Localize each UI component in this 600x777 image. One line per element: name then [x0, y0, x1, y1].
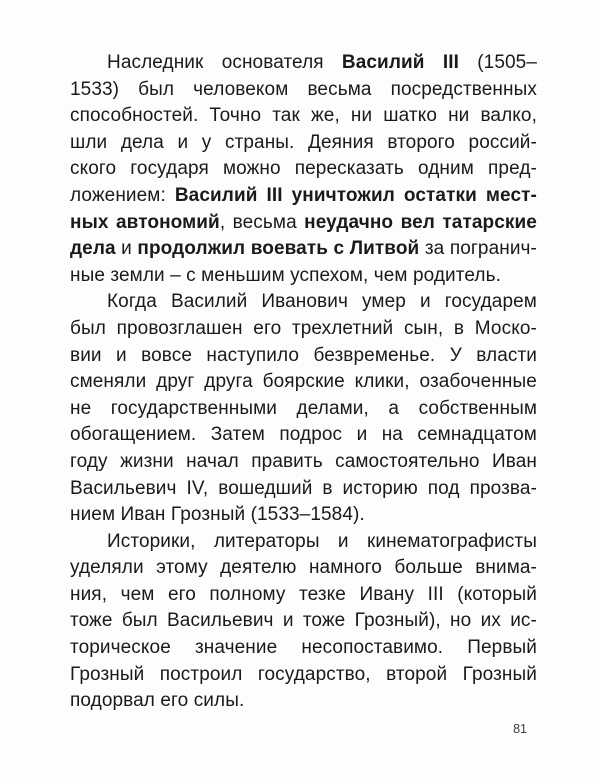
text-line	[70, 476, 537, 503]
text-line	[70, 688, 537, 715]
text-token: вовсе	[141, 344, 193, 366]
text-line	[70, 316, 537, 343]
text-token: дела	[70, 238, 116, 260]
text-line	[70, 210, 537, 237]
text-token: и	[282, 610, 294, 632]
text-token: Затем	[210, 424, 265, 446]
text-token: на	[381, 424, 403, 446]
text-token: Первый	[467, 637, 537, 659]
page-footer	[0, 722, 527, 737]
text-token: власти	[476, 344, 537, 366]
text-token: Наследник	[107, 52, 204, 73]
text-line	[70, 555, 537, 582]
text-token: III	[427, 583, 444, 605]
text-token: погранич-	[449, 238, 537, 260]
text-token: этому	[156, 557, 208, 579]
text-token: основателя	[221, 52, 324, 73]
text-token: ни	[350, 105, 373, 127]
text-line	[70, 449, 537, 476]
text-token: пред-	[488, 158, 537, 180]
text-line	[70, 662, 537, 689]
text-token: тезке	[299, 583, 346, 605]
text-token: (1505–	[477, 52, 537, 73]
text-token: У	[449, 344, 462, 366]
text-token: шли	[70, 131, 108, 153]
text-token: не	[70, 397, 92, 419]
text-line	[70, 156, 537, 183]
text-line	[70, 396, 537, 423]
text-token: наступило	[206, 344, 300, 366]
text-token: трехлетний	[291, 317, 394, 339]
text-token: клики,	[354, 371, 410, 393]
text-token: внима-	[475, 557, 537, 579]
text-token: Ивану	[359, 583, 415, 605]
text-token: уделяли	[70, 557, 144, 579]
text-token: был	[121, 610, 158, 632]
text-token: Иван	[491, 450, 537, 472]
text-token: Литвой	[349, 238, 420, 260]
text-token: дела	[120, 131, 164, 153]
text-token: Точно	[209, 105, 262, 127]
text-line	[70, 236, 537, 263]
text-line	[70, 130, 537, 157]
text-token: был	[70, 317, 106, 339]
text-token: провозглашен	[116, 317, 243, 339]
text-token: ского	[70, 158, 117, 180]
text-token: Василий	[170, 291, 248, 313]
text-token: друг	[156, 371, 195, 393]
text-token: его	[253, 317, 282, 339]
text-token: боярские	[262, 371, 345, 393]
text-token: значение	[194, 637, 278, 659]
text-token: вии	[70, 344, 102, 366]
text-token: Васильевич	[167, 610, 274, 632]
text-run: ные земли – с меньшим успехом, чем родитель.	[70, 264, 501, 286]
text-token: Историки,	[107, 530, 196, 552]
text-token: татарские	[442, 211, 537, 233]
text-token: посредственных	[390, 78, 537, 100]
text-token: Моско-	[474, 317, 537, 339]
text-line	[70, 529, 537, 556]
text-token: построил	[159, 663, 243, 685]
text-line	[70, 103, 537, 130]
text-token: автономий,	[116, 211, 226, 233]
text-token: тоже	[302, 610, 346, 632]
text-token: семнадцатом	[417, 424, 537, 446]
text-token: государем	[444, 291, 537, 313]
text-line	[70, 369, 537, 396]
text-token: государство,	[257, 663, 371, 685]
text-token: Грозный	[70, 663, 145, 685]
text-token: III	[266, 184, 283, 206]
text-token: Деяния	[308, 131, 374, 153]
text-token: у	[201, 131, 212, 153]
text-token: в	[453, 317, 465, 339]
text-token: Иванович	[261, 291, 348, 313]
text-token: за	[424, 238, 445, 260]
text-token: под	[427, 477, 460, 499]
text-token: мест-	[485, 184, 537, 206]
text-token: тоже	[70, 610, 113, 632]
text-token: сын,	[403, 317, 444, 339]
text-token: был	[138, 78, 175, 100]
text-token: жизни	[120, 450, 174, 472]
text-line	[70, 263, 537, 290]
text-token: озабоченные	[419, 371, 537, 393]
text-token: же,	[310, 105, 340, 127]
text-token: году	[70, 450, 108, 472]
text-token: способностей.	[70, 105, 199, 127]
text-token: воевать	[250, 238, 329, 260]
text-token: в	[322, 477, 333, 499]
text-token: Василий	[174, 184, 258, 206]
text-token: прозва-	[469, 477, 537, 499]
text-token: править	[251, 450, 323, 472]
text-token: начал	[186, 450, 239, 472]
text-token: Василий	[341, 52, 425, 73]
text-line	[70, 343, 537, 370]
page-text	[70, 50, 537, 715]
text-token: подрос	[279, 424, 343, 446]
text-token: пересказать	[294, 158, 404, 180]
text-token: государя	[130, 158, 209, 180]
text-token: Грозный	[462, 663, 537, 685]
page-number: 81	[513, 722, 527, 736]
text-token: 1533)	[70, 78, 120, 100]
text-token: и	[356, 424, 368, 446]
text-token: и	[121, 238, 132, 260]
text-token: Когда	[107, 291, 157, 313]
text-token: но	[450, 610, 472, 632]
text-token: можно	[222, 158, 281, 180]
text-token: делами,	[296, 397, 369, 419]
text-line	[70, 582, 537, 609]
text-token: несопоставимо.	[301, 637, 444, 659]
text-token: обогащением.	[70, 424, 197, 446]
text-token: государственными	[110, 397, 278, 419]
text-token: и	[337, 530, 349, 552]
text-token: больше	[394, 557, 463, 579]
text-token: (который	[457, 583, 537, 605]
text-token: второго	[387, 131, 455, 153]
text-token: Васильевич	[70, 477, 177, 499]
text-token: полному	[209, 583, 286, 605]
text-line	[70, 608, 537, 635]
text-token: шатко	[383, 105, 437, 127]
text-token: уничтожил	[291, 184, 395, 206]
text-line	[70, 50, 537, 77]
text-line	[70, 422, 537, 449]
text-token: вошедший	[218, 477, 313, 499]
text-token: самостоятельно	[335, 450, 480, 472]
text-token: одним	[418, 158, 474, 180]
text-token: сменяли	[70, 371, 147, 393]
text-token: умер	[362, 291, 406, 313]
text-token: неудачно	[304, 211, 394, 233]
text-token: вел	[400, 211, 435, 233]
text-line	[70, 289, 537, 316]
text-token: собственным	[418, 397, 537, 419]
text-token: россий-	[468, 131, 537, 153]
text-token: литераторы	[213, 530, 320, 552]
text-token: остатки	[403, 184, 477, 206]
text-token: и	[177, 131, 189, 153]
text-token: человеком	[193, 78, 289, 100]
text-token: и	[116, 344, 127, 366]
text-token: и	[419, 291, 431, 313]
text-token: весьма	[307, 78, 372, 100]
text-token: намного	[308, 557, 382, 579]
text-run: подорвал его силы.	[70, 690, 245, 712]
text-token: ис-	[510, 610, 537, 632]
text-token: друга	[204, 371, 253, 393]
text-token: ния,	[70, 583, 108, 605]
text-token: продолжил	[137, 238, 246, 260]
text-token: деятелю	[220, 557, 297, 579]
text-token: кинематографисты	[366, 530, 537, 552]
text-token: историю	[342, 477, 418, 499]
text-token: ных	[70, 211, 109, 233]
text-token: III	[442, 52, 459, 73]
text-token: валко,	[480, 105, 537, 127]
text-token: безвременье.	[313, 344, 436, 366]
text-token: ни	[448, 105, 470, 127]
text-token: IV,	[186, 477, 209, 499]
text-token: торическое	[70, 637, 171, 659]
text-token: с	[333, 238, 345, 260]
text-line	[70, 77, 537, 104]
text-token: их	[480, 610, 501, 632]
text-token: а	[388, 397, 400, 419]
text-token: весьма	[232, 211, 297, 233]
text-token: его	[167, 583, 196, 605]
text-token: чем	[120, 583, 155, 605]
text-line	[70, 502, 537, 529]
text-token: так	[272, 105, 300, 127]
text-run: нием Иван Грозный (1533–1584).	[70, 504, 365, 526]
text-token: ложением:	[70, 184, 166, 206]
text-token: Грозный),	[354, 610, 441, 632]
text-line	[70, 183, 537, 210]
text-line	[70, 635, 537, 662]
text-token: страны.	[224, 131, 295, 153]
text-token: второй	[386, 663, 448, 685]
